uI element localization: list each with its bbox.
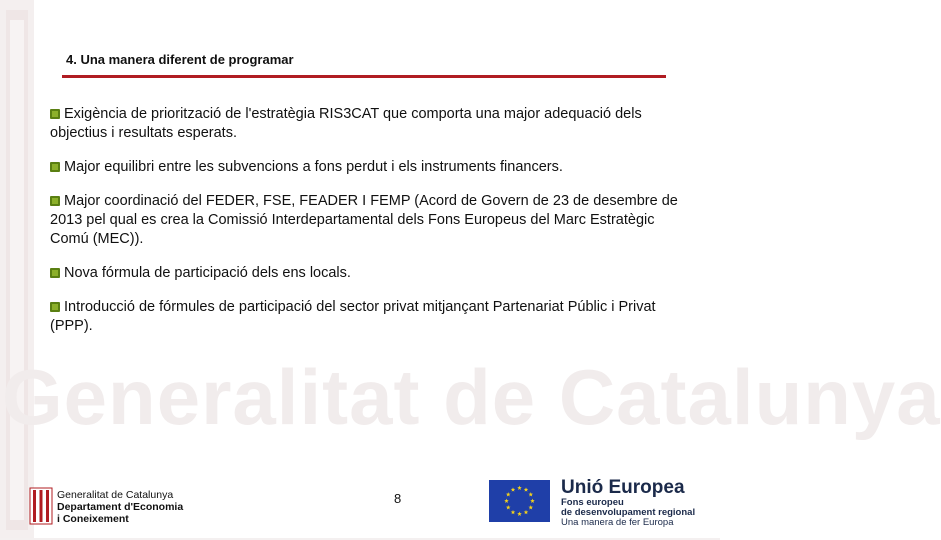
page-number: 8 — [394, 491, 402, 506]
slide-title: 4. Una manera diferent de programar — [66, 52, 294, 67]
bullet-text: Nova fórmula de participació dels ens locals. — [64, 265, 351, 281]
bullet-item — [50, 298, 680, 336]
bullet-item — [50, 105, 680, 143]
bullet-text: Introducció de fórmules de participació del sector privat mitjançant Partenariat Públic i Privat (PPP). — [50, 299, 656, 334]
eu-fund-line1: Fons europeu — [561, 497, 624, 508]
watermark-text: Generalitat de Catalunya — [2, 353, 941, 441]
checkbox-bullet-icon — [50, 109, 60, 119]
gencat-name: Generalitat de Catalunya — [57, 489, 174, 501]
title-underline — [62, 75, 666, 78]
eu-flag-icon — [489, 480, 550, 522]
bullet-item — [50, 192, 680, 249]
eu-logo-text — [561, 478, 695, 528]
gencat-department: Departament d'Economia — [57, 501, 184, 513]
bullet-item — [50, 264, 680, 283]
checkbox-bullet-icon — [50, 196, 60, 206]
bullet-text: Major equilibri entre les subvencions a fons perdut i els instruments financers. — [64, 159, 563, 175]
eu-title: Unió Europea — [561, 477, 685, 498]
checkbox-bullet-icon — [50, 302, 60, 312]
eu-motto: Una manera de fer Europa — [561, 517, 674, 528]
bullet-text: Exigència de priorització de l'estratègia RIS3CAT que comporta una major adequació dels objectius i resultats esperats. — [50, 106, 642, 141]
senyera-logo-icon — [30, 488, 52, 524]
bullet-text: Major coordinació del FEDER, FSE, FEADER I FEMP (Acord de Govern de 23 de desembre de 2013 pel qual es crea la Comissió Interdepartamental dels Fons Europeus del Marc Estratègic Comú (MEC)). — [50, 193, 678, 247]
eu-fund-line2: de desenvolupament regional — [561, 507, 696, 518]
bullet-item — [50, 158, 680, 177]
bullet-list — [50, 105, 680, 351]
gencat-text — [57, 489, 257, 525]
checkbox-bullet-icon — [50, 162, 60, 172]
gencat-department-2: i Coneixement — [57, 513, 129, 525]
checkbox-bullet-icon — [50, 268, 60, 278]
